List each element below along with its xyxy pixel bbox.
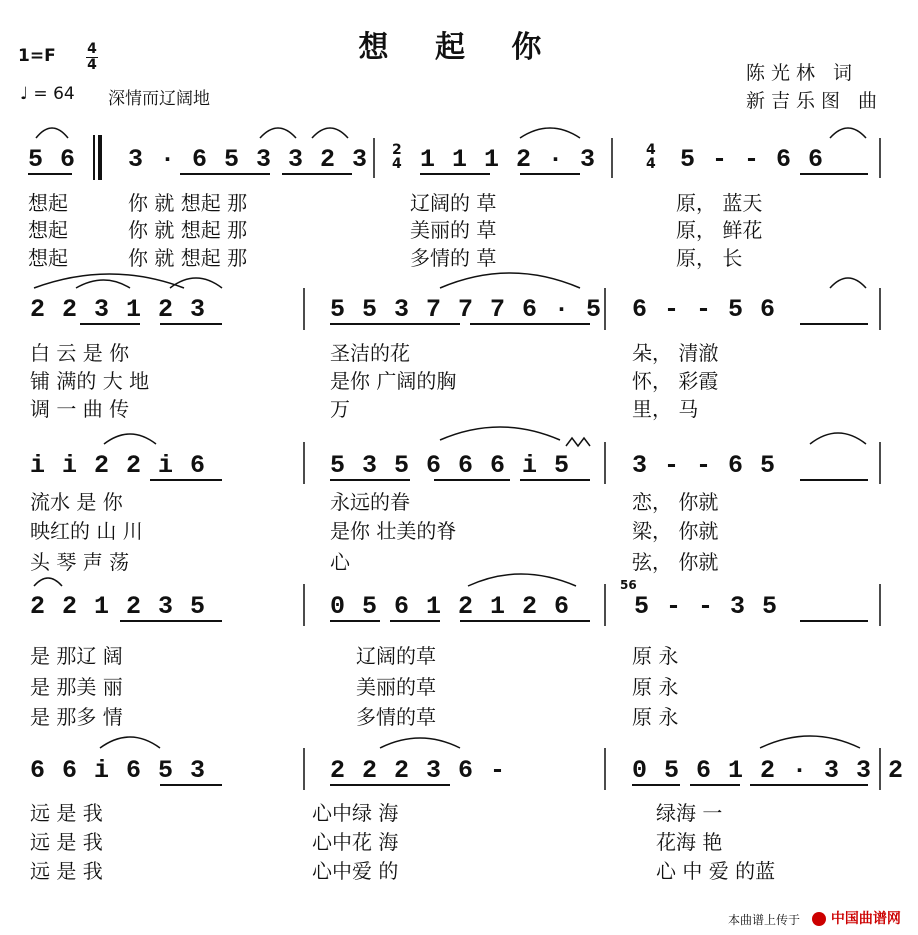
lyric: 原 永 xyxy=(632,705,679,729)
upload-note: 本曲谱上传于 xyxy=(728,913,801,927)
lyric: 辽阔的 草 xyxy=(410,191,497,215)
key-signature: 1=F xyxy=(18,46,56,66)
slur xyxy=(760,736,860,748)
tempo-mark: ♩ = 64 xyxy=(20,84,75,104)
lyric: 心中花 海 xyxy=(312,830,399,854)
slur xyxy=(36,128,68,138)
page-title: 想 起 你 xyxy=(358,30,560,65)
lyric: 多情的 草 xyxy=(410,246,497,270)
slur xyxy=(260,128,296,138)
lyric: 远 是 我 xyxy=(30,830,103,854)
lyric: 是你 广阔的胸 xyxy=(330,369,457,393)
lyric: 圣洁的花 xyxy=(330,341,410,365)
lyricist-credit: 陈光林 词 xyxy=(746,62,859,84)
slur xyxy=(34,578,62,586)
slur xyxy=(312,128,348,138)
lyric: 是你 壮美的脊 xyxy=(330,519,457,543)
lyric: 里， 马 xyxy=(632,397,699,421)
site-logo[interactable] xyxy=(812,908,901,928)
measure: 5 - - 3 5 xyxy=(634,592,779,621)
measure: 3 · 6 5 3 3 2 3 xyxy=(128,145,369,174)
lyric: 映红的 山 川 xyxy=(30,519,143,543)
lyric: 调 一 曲 传 xyxy=(30,397,130,421)
slur xyxy=(100,737,160,748)
lyric: 你 就 想起 那 xyxy=(128,218,248,242)
measure: i i 2 2 i 6 xyxy=(30,451,207,480)
slur xyxy=(830,278,866,288)
slur xyxy=(104,434,156,444)
lyric: 弦， 你就 xyxy=(632,550,719,574)
lyric: 远 是 我 xyxy=(30,859,103,883)
expression-mark: 深情而辽阔地 xyxy=(108,89,210,109)
time-change: 4 4 xyxy=(646,142,656,172)
lyric: 万 xyxy=(330,397,350,421)
lyric: 是 那美 丽 xyxy=(30,675,123,699)
lyric: 恋， 你就 xyxy=(632,490,719,514)
lyric: 心中绿 海 xyxy=(312,801,399,825)
measure: 6 6 i 6 5 3 xyxy=(30,756,207,785)
lyric: 白 云 是 你 xyxy=(30,341,130,365)
lyric: 永远的眷 xyxy=(330,490,410,514)
slur xyxy=(440,273,580,288)
mordent xyxy=(566,438,590,446)
logo-icon xyxy=(812,912,826,926)
measure: 6 - - 5 6 xyxy=(632,295,777,324)
lyric: 原 永 xyxy=(632,644,679,668)
lyric: 原， 长 xyxy=(676,246,743,270)
slur xyxy=(380,738,460,748)
lyric: 多情的草 xyxy=(356,705,436,729)
slur xyxy=(810,433,866,444)
lyric: 梁， 你就 xyxy=(632,519,719,543)
lyric: 辽阔的草 xyxy=(356,644,436,668)
measure: 3 - - 6 5 xyxy=(632,451,777,480)
site-logo-text: 中国曲谱网 xyxy=(830,911,901,927)
slur xyxy=(468,574,576,586)
time-denominator: 4 xyxy=(87,57,97,73)
lyric: 头 琴 声 荡 xyxy=(30,550,130,574)
lyric: 朵， 清澈 xyxy=(632,341,719,365)
lyric: 你 就 想起 那 xyxy=(128,191,248,215)
slur xyxy=(440,427,560,440)
lyric: 绿海 一 xyxy=(656,801,723,825)
measure: 5 3 5 6 6 6 i 5 xyxy=(330,451,571,480)
lyric: 铺 满的 大 地 xyxy=(30,369,150,393)
lyric: 美丽的 草 xyxy=(410,218,497,242)
grace-notes: 56 xyxy=(620,578,637,592)
measure: 2 2 3 1 2 3 xyxy=(30,295,207,324)
lyric: 远 是 我 xyxy=(30,801,103,825)
lyric: 心中爱 的 xyxy=(312,859,399,883)
composer-credit: 新吉乐图 曲 xyxy=(746,90,884,112)
lyric: 原 永 xyxy=(632,675,679,699)
lyric: 想起 xyxy=(28,246,68,270)
lyric: 花海 艳 xyxy=(656,830,723,854)
measure: 1 1 1 2 · 3 xyxy=(420,145,597,174)
lyric: 想起 xyxy=(28,218,68,242)
lyric: 美丽的草 xyxy=(356,675,436,699)
time-change: 2 4 xyxy=(392,142,402,172)
measure: 2 2 1 2 3 5 xyxy=(30,592,207,621)
measure: 2 2 2 3 6 - xyxy=(330,756,507,785)
measure: 5 5 3 7 7 7 6 · 5 xyxy=(330,295,603,324)
measure: 0 5 6 1 2 · 3 3 2 xyxy=(632,756,905,785)
lyric: 是 那多 情 xyxy=(30,705,123,729)
slur xyxy=(830,128,866,138)
lyric: 怀， 彩霞 xyxy=(632,369,719,393)
slur xyxy=(76,280,130,288)
lyric: 原， 蓝天 xyxy=(676,191,763,215)
measure: 0 5 6 1 2 1 2 6 xyxy=(330,592,571,621)
lyric: 想起 xyxy=(28,191,68,215)
lyric: 你 就 想起 那 xyxy=(128,246,248,270)
measure-pickup: 5 6 xyxy=(28,145,77,174)
lyric: 心 中 爱 的蓝 xyxy=(656,859,776,883)
lyric: 心 xyxy=(330,550,350,574)
lyric: 是 那辽 阔 xyxy=(30,644,123,668)
lyric: 原， 鲜花 xyxy=(676,218,763,242)
measure: 5 - - 6 6 xyxy=(680,145,825,174)
slur xyxy=(520,128,580,138)
lyric: 流水 是 你 xyxy=(30,490,123,514)
time-numerator: 4 xyxy=(87,41,97,57)
